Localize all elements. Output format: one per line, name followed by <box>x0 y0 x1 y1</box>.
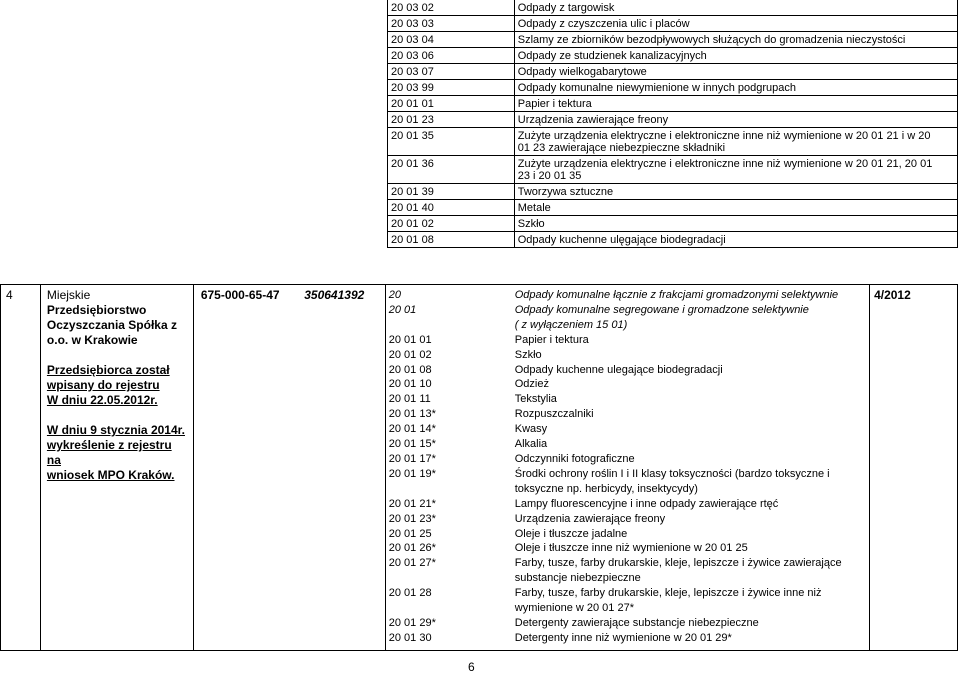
waste-description: Odpady kuchenne ulegające biodegradacji <box>514 363 723 376</box>
table-row <box>388 96 958 112</box>
list-item <box>389 541 867 556</box>
registration-note: Przedsiębiorca został wpisany do rejestru W dniu 22.05.2012r. <box>46 363 170 407</box>
list-item <box>389 512 867 527</box>
waste-description: Papier i tektura <box>514 333 589 346</box>
table-row <box>388 128 958 156</box>
waste-description: Odpady z targowisk <box>514 0 957 16</box>
waste-description: Metale <box>514 200 957 216</box>
waste-description: Odpady komunalne segregowane i gromadzone selektywnie <box>514 303 809 316</box>
list-item <box>389 556 867 586</box>
waste-description: Tworzywa sztuczne <box>514 184 957 200</box>
list-item <box>389 407 867 422</box>
table-row <box>388 200 958 216</box>
waste-description: Urządzenia zawierające freony <box>514 512 666 525</box>
waste-code: 20 03 03 <box>388 16 515 32</box>
waste-code: 20 01 02 <box>388 348 432 361</box>
waste-description: Środki ochrony roślin I i II klasy toksyczności (bardzo toksyczne i toksyczne np. herbicydy, insektycydy) <box>514 467 830 495</box>
waste-description: Alkalia <box>514 438 548 451</box>
waste-code: 20 01 01 <box>388 96 515 112</box>
waste-description: Szkło <box>514 348 542 361</box>
waste-code: 20 01 25 <box>388 527 432 540</box>
waste-description: Odpady kuchenne ulęgające biodegradacji <box>514 232 957 248</box>
waste-description: Kwasy <box>514 423 548 436</box>
waste-description: Papier i tektura <box>514 96 957 112</box>
waste-code: 20 03 02 <box>388 0 515 16</box>
register-entry-row <box>1 285 958 651</box>
waste-code: 20 03 07 <box>388 64 515 80</box>
list-item <box>389 392 867 407</box>
waste-code <box>389 318 515 333</box>
table-row <box>388 16 958 32</box>
waste-code: 20 01 19* <box>388 467 436 480</box>
table-row <box>388 216 958 232</box>
list-item <box>389 497 867 512</box>
waste-code: 20 01 14* <box>388 423 436 436</box>
list-item <box>389 377 867 392</box>
waste-code: 20 01 21* <box>388 497 436 510</box>
waste-description: Zużyte urządzenia elektryczne i elektroniczne inne niż wymienione w 20 01 21 i w 20 01 23 zawierające niebezpieczne składniki <box>514 128 957 156</box>
entry-date: 4/2012 <box>870 285 958 651</box>
waste-code: 20 01 <box>388 303 417 316</box>
waste-description: Zużyte urządzenia elektryczne i elektroniczne inne niż wymienione w 20 01 21, 20 01 23 i 20 01 35 <box>514 156 957 184</box>
top-waste-table <box>387 0 958 248</box>
table-row <box>388 156 958 184</box>
waste-code: 20 01 08 <box>388 363 432 376</box>
waste-code: 20 01 26* <box>388 542 436 555</box>
waste-code: 20 01 23 <box>388 112 515 128</box>
waste-description: Lampy fluorescencyjne i inne odpady zawierające rtęć <box>514 497 779 510</box>
waste-description: Farby, tusze, farby drukarskie, kleje, lepiszcze i żywice inne niż wymienione w 20 01 27* <box>514 587 822 615</box>
table-row <box>388 64 958 80</box>
table-row <box>388 32 958 48</box>
waste-code: 20 01 15* <box>388 438 436 451</box>
waste-code: 20 01 01 <box>388 333 432 346</box>
list-item <box>389 631 867 646</box>
waste-description: Szkło <box>514 216 957 232</box>
list-item <box>389 467 867 497</box>
list-item <box>389 318 867 333</box>
list-item <box>389 363 867 378</box>
list-item <box>389 452 867 467</box>
waste-code: 20 01 29* <box>388 616 436 629</box>
waste-description: Odpady komunalne niewymienione w innych podgrupach <box>514 80 957 96</box>
waste-code: 20 03 04 <box>388 32 515 48</box>
entry-number: 4 <box>1 285 41 651</box>
list-item <box>389 616 867 631</box>
waste-description: Odpady komunalne łącznie z frakcjami gromadzonymi selektywnie <box>514 289 839 301</box>
waste-code: 20 01 39 <box>388 184 515 200</box>
waste-code: 20 01 27* <box>388 557 436 570</box>
table-row <box>388 0 958 16</box>
nip-regon-cell <box>193 285 385 651</box>
table-row <box>388 48 958 64</box>
waste-description: Odzież <box>514 378 549 391</box>
waste-code: 20 01 17* <box>388 452 436 465</box>
list-item <box>389 527 867 542</box>
waste-code: 20 01 11 <box>388 393 431 406</box>
waste-codes-list <box>389 288 867 646</box>
list-item <box>389 437 867 452</box>
waste-description: Urządzenia zawierające freony <box>514 112 957 128</box>
waste-code: 20 01 10 <box>388 378 432 391</box>
waste-description: Tekstylia <box>514 393 557 406</box>
waste-description: Odpady ze studzienek kanalizacyjnych <box>514 48 957 64</box>
table-row <box>388 232 958 248</box>
table-row <box>388 80 958 96</box>
waste-description: Detergenty zawierające substancje niebezpieczne <box>514 616 759 629</box>
waste-code: 20 <box>388 289 401 301</box>
list-item <box>389 333 867 348</box>
list-item <box>389 303 867 318</box>
waste-description: Oleje i tłuszcze inne niż wymienione w 20 01 25 <box>514 542 748 555</box>
table-row <box>388 184 958 200</box>
list-item <box>389 586 867 616</box>
waste-description: Odpady z czyszczenia ulic i placów <box>514 16 957 32</box>
page-number: 6 <box>468 660 475 674</box>
waste-code: 20 01 23* <box>388 512 436 525</box>
waste-description: Oleje i tłuszcze jadalne <box>514 527 628 540</box>
waste-code: 20 01 36 <box>388 156 515 184</box>
list-item <box>389 288 867 303</box>
waste-code: 20 01 35 <box>388 128 515 156</box>
waste-description: Odpady wielkogabarytowe <box>514 64 957 80</box>
waste-description: Szlamy ze zbiorników bezodpływowych służących do gromadzenia nieczystości <box>514 32 957 48</box>
regon: 350641392 <box>304 288 365 302</box>
waste-description: Odczynniki fotograficzne <box>514 452 635 465</box>
company-name: Miejskie Przedsiębiorstwo Oczyszczania Spółka z o.o. w Krakowie <box>46 288 177 347</box>
waste-code: 20 01 13* <box>388 408 436 421</box>
waste-description: Farby, tusze, farby drukarskie, kleje, lepiszcze i żywice zawierające substancje niebezpieczne <box>514 557 842 585</box>
list-item <box>389 348 867 363</box>
list-item <box>389 422 867 437</box>
waste-code: 20 03 06 <box>388 48 515 64</box>
waste-code: 20 01 08 <box>388 232 515 248</box>
nip: 675-000-65-47 <box>200 288 280 302</box>
table-row <box>388 112 958 128</box>
waste-code: 20 01 02 <box>388 216 515 232</box>
waste-description: Detergenty inne niż wymienione w 20 01 29* <box>514 631 732 644</box>
register-entry-table <box>0 284 958 651</box>
waste-description: Rozpuszczalniki <box>514 408 594 421</box>
waste-code: 20 01 40 <box>388 200 515 216</box>
waste-code: 20 01 28 <box>388 587 432 600</box>
waste-code: 20 03 99 <box>388 80 515 96</box>
waste-code: 20 01 30 <box>388 631 432 644</box>
deregistration-note: W dniu 9 stycznia 2014r. wykreślenie z rejestru na wniosek MPO Kraków. <box>46 423 185 482</box>
company-cell <box>40 285 193 651</box>
waste-description: ( z wyłączeniem 15 01) <box>514 318 628 331</box>
waste-codes-cell <box>385 285 869 651</box>
